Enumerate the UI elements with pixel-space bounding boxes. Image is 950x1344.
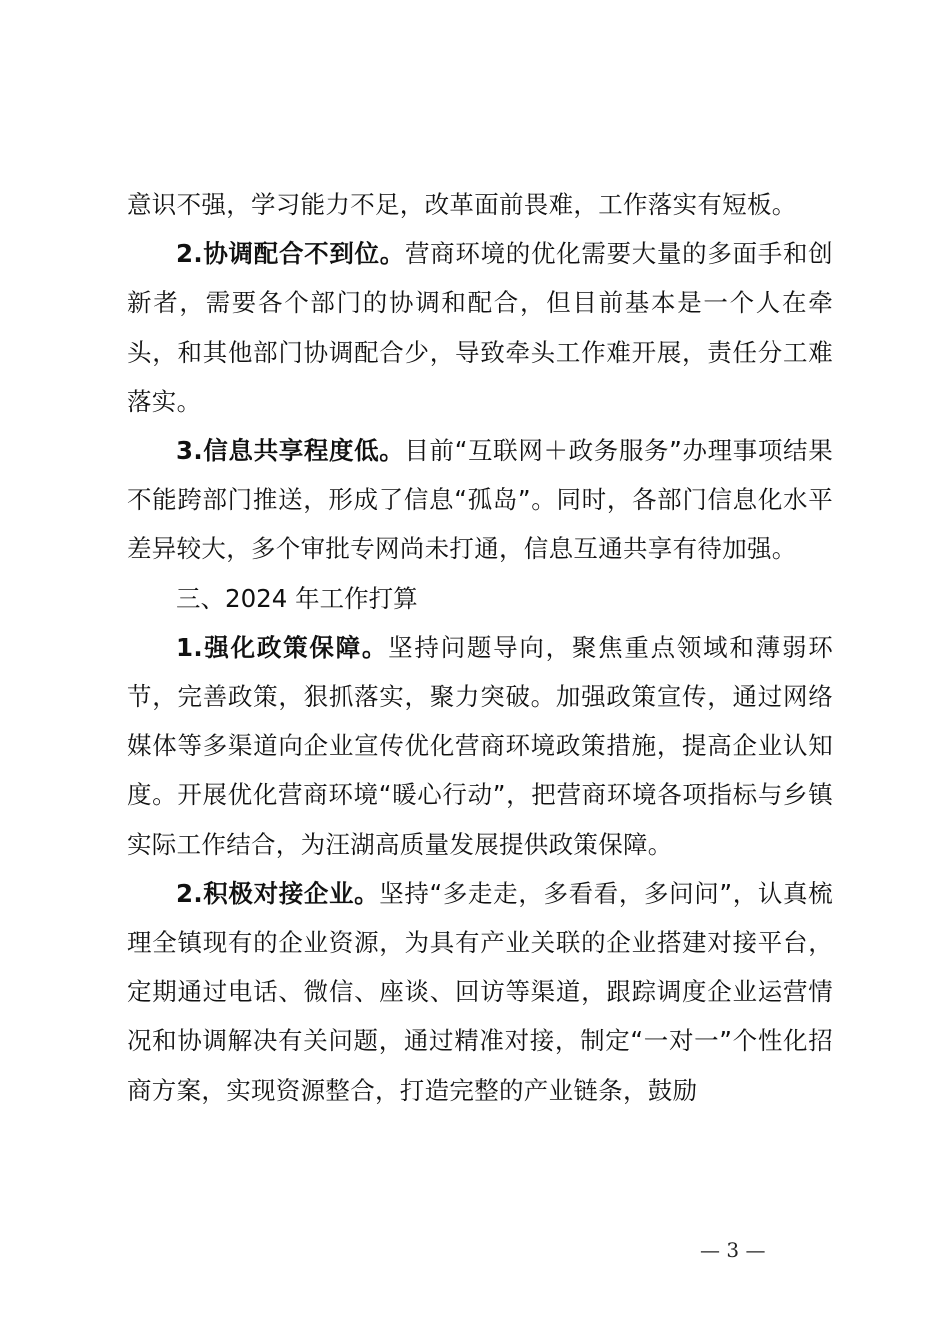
paragraph-text: 坚持问题导向，聚焦重点领域和薄弱环节，完善政策，狠抓落实，聚力突破。加强政策宣传，通过网络媒体等多渠道向企业宣传优化营商环境政策措施，提高企业认知度。开展优化营商环境“暖心行动”，把营商环境各项指标与乡镇实际工作结合，为汪湖高质量发展提供政策保障。	[127, 632, 833, 859]
paragraph-lead: 2.协调配合不到位。	[176, 239, 405, 269]
paragraph-text: 目前“互联网＋政务服务”办理事项结果不能跨部门推送，形成了信息“孤岛”。同时，各部门信息化水平差异较大，多个审批专网尚未打通，信息互通共享有待加强。	[127, 436, 833, 564]
section-heading: 三、2024 年工作打算	[176, 583, 418, 613]
paragraph-coordination	[127, 229, 833, 426]
paragraph-continuation	[127, 180, 833, 229]
document-body	[127, 180, 833, 1115]
paragraph-text: 营商环境的优化需要大量的多面手和创新者，需要各个部门的协调和配合，但目前基本是一个人在牵头，和其他部门协调配合少，导致牵头工作难开展，责任分工难落实。	[127, 239, 833, 416]
paragraph-text: 坚持“多走走，多看看，多问问”，认真梳理全镇现有的企业资源，为具有产业关联的企业搭建对接平台，定期通过电话、微信、座谈、回访等渠道，跟踪调度企业运营情况和协调解决有关问题，通过精准对接，制定“一对一”个性化招商方案，实现资源整合，打造完整的产业链条，鼓励	[127, 878, 833, 1105]
paragraph-policy-guarantee	[127, 623, 833, 869]
paragraph-lead: 3.信息共享程度低。	[176, 436, 405, 466]
paragraph-lead: 1.强化政策保障。	[176, 632, 389, 662]
paragraph-enterprise-docking	[127, 869, 833, 1115]
paragraph-lead: 2.积极对接企业。	[176, 878, 380, 908]
page-number: — 3 —	[700, 1238, 766, 1262]
paragraph-text: 意识不强，学习能力不足，改革面前畏难，工作落实有短板。	[127, 190, 797, 219]
paragraph-information-sharing	[127, 426, 833, 574]
